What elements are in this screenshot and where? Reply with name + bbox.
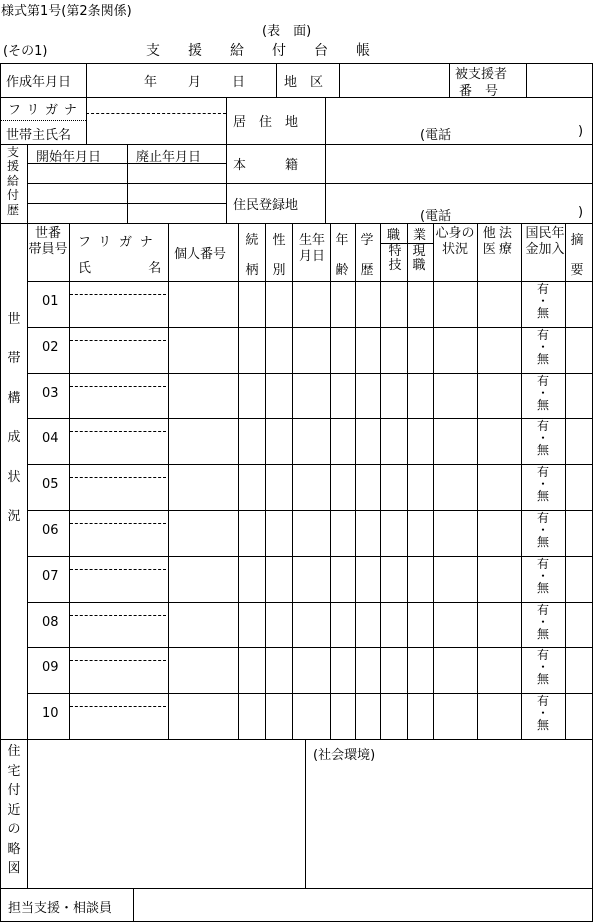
pension-no-label: 無	[536, 489, 549, 504]
member-number-header	[28, 226, 68, 259]
remarks-header: 摘要	[570, 233, 584, 278]
pension-no-label: 無	[536, 626, 549, 641]
grid-row-line	[0, 739, 593, 740]
pension-no-label: 無	[536, 718, 549, 733]
pension-dot: ・	[536, 523, 549, 537]
grid-column-line	[407, 223, 408, 739]
pension-dot: ・	[536, 660, 549, 675]
grid-column-line	[292, 223, 293, 739]
domicile-label: 本 籍	[233, 158, 299, 173]
pension-yes-label: 有	[536, 282, 549, 296]
head-name-label: 世帯主氏名	[6, 128, 72, 143]
pension-yes-label: 有	[536, 327, 549, 342]
created-date-day-unit: 日	[232, 75, 246, 90]
furigana-dashed-line	[70, 706, 166, 707]
grid-column-line	[521, 223, 522, 739]
grid-row-line	[27, 510, 593, 511]
household-section-label: 世帯構成状況	[7, 312, 21, 525]
grid-row-line	[27, 464, 593, 465]
created-date-year-unit: 年	[144, 75, 158, 90]
furigana-label: フリガナ	[8, 103, 83, 118]
pension-dot: ・	[536, 339, 549, 354]
pension-no-label: 無	[536, 397, 549, 412]
pension-yes-label: 有	[536, 556, 549, 571]
member-number: 06	[42, 523, 59, 538]
side-label: (表 面)	[262, 24, 312, 39]
grid-column-line	[330, 223, 331, 739]
age-header: 年齢	[335, 233, 349, 278]
member-number: 09	[42, 660, 59, 676]
grid-column-line	[477, 223, 478, 739]
grid-row-line	[27, 418, 593, 419]
member-number-header-line1: 世番	[34, 226, 61, 241]
member-furigana-header: フリガナ	[78, 235, 161, 250]
registered-phone-label: (電話	[420, 209, 452, 224]
pension-dot: ・	[536, 568, 549, 583]
grid-column-line	[265, 223, 266, 739]
pension-yes-label: 有	[536, 465, 549, 480]
pension-yes-label: 有	[536, 511, 549, 525]
created-date-label: 作成年月日	[6, 75, 72, 90]
residence-phone-close: )	[578, 124, 584, 139]
occupation-header: 職 業	[387, 228, 427, 243]
furigana-dashed-line	[70, 340, 166, 341]
furigana-dashed-line	[70, 569, 166, 570]
member-number: 02	[42, 339, 59, 355]
pension-yes-label: 有	[536, 648, 549, 663]
relation-header: 続柄	[245, 233, 259, 278]
member-number: 01	[42, 294, 59, 309]
pension-no-label: 無	[536, 535, 549, 549]
member-number: 05	[42, 477, 59, 493]
grid-column-line	[433, 223, 434, 739]
pension-yes-label: 有	[536, 373, 549, 388]
furigana-dashed-line	[70, 386, 166, 387]
grid-row-line	[27, 373, 593, 374]
furigana-dashed-line	[70, 431, 166, 432]
grid-column-line	[69, 223, 70, 739]
member-number-header-line2: 帯員号	[28, 242, 68, 258]
member-number: 07	[42, 568, 59, 584]
furigana-dashed-line	[70, 294, 166, 295]
member-name-header: 氏 名	[78, 261, 172, 276]
pension-yes-label: 有	[536, 602, 549, 617]
pension-yes-label: 有	[536, 694, 549, 709]
social-environment-label: (社会環境)	[313, 748, 376, 763]
pension-dot: ・	[536, 477, 549, 492]
furigana-dashed-line	[70, 477, 166, 478]
recipient-number-label-2: 番 号	[459, 84, 499, 99]
grid-column-line	[380, 223, 381, 739]
pension-no-label: 無	[536, 306, 549, 320]
grid-column-line	[238, 223, 239, 739]
part-label: (その1)	[3, 44, 48, 59]
furigana-dashed-line	[70, 615, 166, 616]
pension-yes-label: 有	[536, 419, 549, 434]
furigana-dashed-line	[70, 660, 166, 661]
grid-row-line	[27, 281, 593, 282]
special-skill-header: 特技	[388, 244, 402, 273]
personal-number-header: 個人番号	[174, 247, 227, 262]
grid-row-line	[27, 693, 593, 694]
pension-dot: ・	[536, 294, 549, 308]
member-number: 03	[42, 385, 59, 401]
mind-body-header: 心身の状況	[435, 226, 475, 258]
sex-header: 性別	[272, 233, 286, 278]
grid-row-line	[27, 327, 593, 328]
pension-header: 国民年金加入	[525, 226, 565, 257]
member-number: 10	[42, 706, 59, 722]
pension-no-label: 無	[536, 580, 549, 595]
form-number-label: 様式第1号(第2条関係)	[1, 4, 132, 19]
area-label: 地 区	[284, 75, 324, 90]
pension-no-label: 無	[536, 351, 549, 366]
birth-date-header: 生年月日	[298, 233, 325, 265]
member-number: 04	[42, 431, 59, 447]
residence-phone-label: (電話	[420, 128, 452, 143]
current-job-header: 現職	[412, 244, 426, 273]
pension-dot: ・	[536, 431, 549, 446]
registered-phone-close: )	[578, 205, 584, 220]
start-date-label: 開始年月日	[36, 150, 102, 165]
pension-no-label: 無	[536, 672, 549, 687]
grid-column-line	[565, 223, 566, 739]
grid-column-line	[27, 223, 28, 739]
recipient-number-label-1: 被支援者	[455, 67, 508, 82]
support-history-label: 支援給付歴	[6, 145, 19, 217]
member-number: 08	[42, 614, 59, 630]
grid-row-line	[27, 556, 593, 557]
pension-dot: ・	[536, 706, 549, 721]
education-header: 学歴	[360, 233, 374, 278]
pension-dot: ・	[536, 614, 549, 629]
registered-address-label: 住民登録地	[233, 198, 299, 213]
created-date-month-unit: 月	[188, 75, 202, 90]
page-title: 支 援 給 付 台 帳	[146, 43, 377, 59]
pension-no-label: 無	[536, 443, 549, 458]
grid-row-line	[27, 647, 593, 648]
end-date-label: 廃止年月日	[136, 150, 202, 165]
furigana-dashed-line	[70, 523, 166, 524]
other-medical-header: 他法医療	[482, 226, 516, 258]
grid-column-line	[168, 223, 169, 739]
grid-row-line	[27, 602, 593, 603]
grid-column-line	[355, 223, 356, 739]
staff-label: 担当支援・相談員	[8, 901, 113, 916]
pension-dot: ・	[536, 385, 549, 400]
map-label: 住宅付近の略図	[7, 744, 21, 876]
residence-label: 居 住 地	[233, 115, 299, 130]
